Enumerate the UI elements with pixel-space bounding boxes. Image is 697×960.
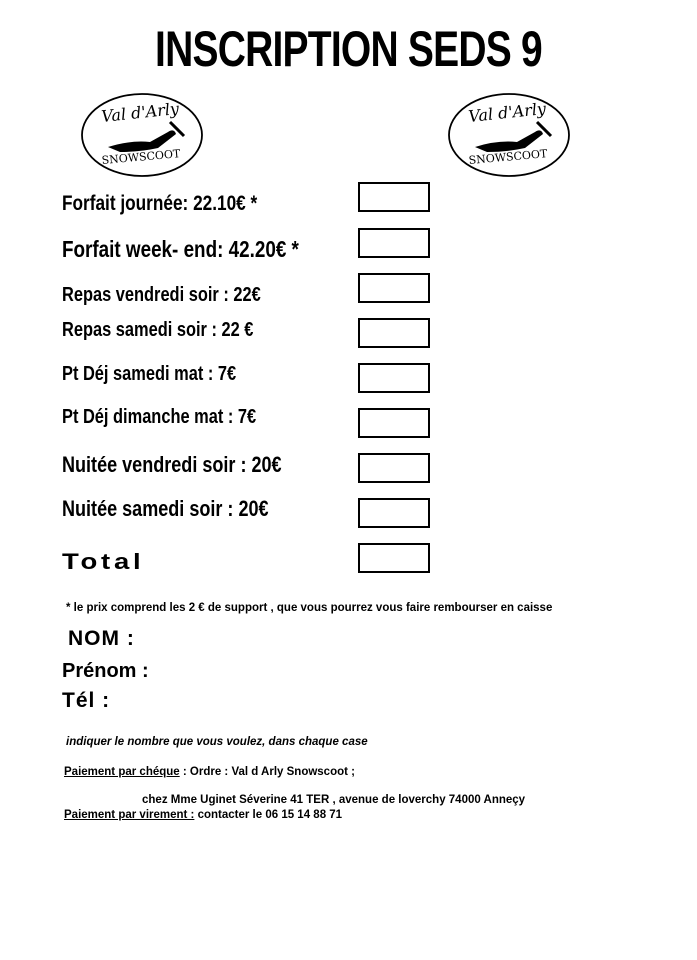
row-repas-vendredi: Repas vendredi soir : 22€ xyxy=(62,284,261,306)
instruction-text: indiquer le nombre que vous voulez, dans chaque case xyxy=(66,736,368,748)
payment-cheque-line xyxy=(64,766,355,778)
total-box[interactable] xyxy=(358,543,430,573)
price-note: * le prix comprend les 2 € de support , que vous pourrez vous faire rembourser en caisse xyxy=(66,602,553,614)
page-title: INSCRIPTION SEDS 9 xyxy=(155,21,542,77)
quantity-box-repas-vendredi[interactable] xyxy=(358,273,430,303)
row-repas-samedi: Repas samedi soir : 22 € xyxy=(62,319,254,341)
row-forfait-journee: Forfait journée: 22.10€ * xyxy=(62,192,258,215)
row-forfait-weekend: Forfait week- end: 42.20€ * xyxy=(62,236,299,262)
row-nuitee-samedi: Nuitée samedi soir : 20€ xyxy=(62,496,269,521)
payment-cheque-text: : Ordre : Val d Arly Snowscoot ; xyxy=(179,766,355,778)
row-ptdej-samedi: Pt Déj samedi mat : 7€ xyxy=(62,363,237,385)
val-darly-snowscoot-logo xyxy=(447,92,571,178)
nom-label: NOM : xyxy=(68,627,135,650)
logo-line1: Val d'Arly xyxy=(100,98,180,126)
val-darly-snowscoot-logo xyxy=(80,92,204,178)
payment-address: chez Mme Uginet Séverine 41 TER , avenue de loverchy 74000 Anneçy xyxy=(142,794,526,806)
payment-cheque-label: Paiement par chéque xyxy=(64,766,180,778)
total-label: Total xyxy=(62,549,145,574)
payment-virement-text: contacter le 06 15 14 88 71 xyxy=(194,809,343,821)
prenom-label: Prénom : xyxy=(62,660,149,682)
quantity-box-forfait-journee[interactable] xyxy=(358,182,430,212)
payment-virement-label: Paiement par virement : xyxy=(64,809,195,821)
row-ptdej-dimanche: Pt Déj dimanche mat : 7€ xyxy=(62,406,257,428)
quantity-box-nuitee-vendredi[interactable] xyxy=(358,453,430,483)
quantity-box-repas-samedi[interactable] xyxy=(358,318,430,348)
logo-line1: Val d'Arly xyxy=(467,98,547,126)
quantity-box-ptdej-samedi[interactable] xyxy=(358,363,430,393)
payment-virement-line xyxy=(64,809,342,821)
logo-line2: SNOWSCOOT xyxy=(468,147,548,167)
quantity-box-ptdej-dimanche[interactable] xyxy=(358,408,430,438)
quantity-box-nuitee-samedi[interactable] xyxy=(358,498,430,528)
quantity-box-forfait-weekend[interactable] xyxy=(358,228,430,258)
row-nuitee-vendredi: Nuitée vendredi soir : 20€ xyxy=(62,452,282,477)
logo-line2: SNOWSCOOT xyxy=(101,147,181,167)
tel-label: Tél : xyxy=(62,689,111,712)
